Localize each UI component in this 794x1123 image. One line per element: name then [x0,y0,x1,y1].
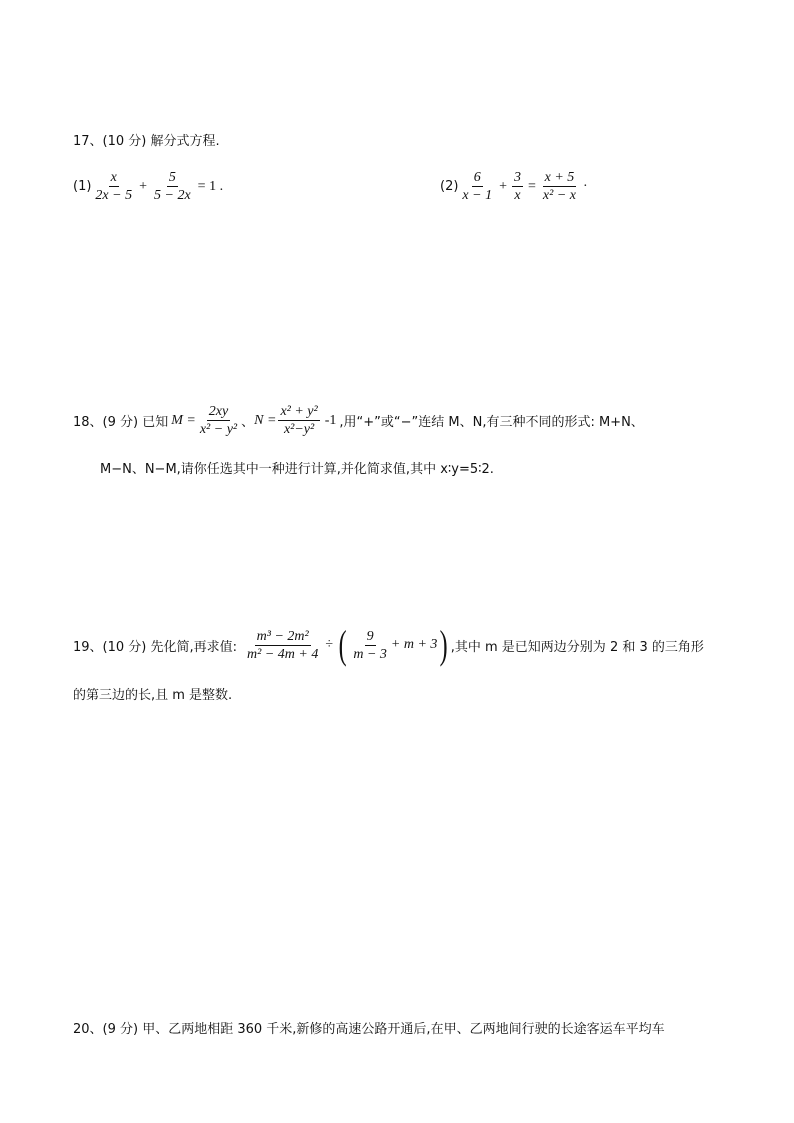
q17-part1-equation [73,170,226,203]
q19-inner-terms: + m + 3 [390,637,438,652]
q19-fraction-2 [351,629,389,662]
q18-separator: 、 [241,415,255,430]
fraction-numerator: m³ − 2m² [256,628,309,644]
fraction-numerator: 6 [473,170,481,185]
q20-line-1: 20、(9 分) 甲、乙两地相距 360 千米,新修的高速公路开通后,在甲、乙两地间行驶的长途客运车平均车 [73,1022,665,1037]
q18-n-fraction [278,404,319,437]
fraction-denominator: m² − 4m + 4 [247,646,319,662]
fraction-denominator: m − 3 [353,646,387,662]
q19-fraction-1 [245,629,320,662]
q17-part2-equation [440,170,591,203]
q17-part2-fraction-2 [512,170,523,203]
q19-line-2: 的第三边的长,且 m 是整数. [73,688,233,703]
equation-end: · [582,178,588,194]
q17-part1-label: (1) [73,179,92,194]
fraction-denominator: x [514,188,521,203]
fraction-denominator: x − 1 [462,188,493,203]
plus-sign: + [139,178,147,194]
q18-line-1 [73,404,644,437]
division-sign: ÷ [325,637,334,652]
fraction-denominator: x² − x [542,188,576,203]
fraction-numerator: x [110,170,117,185]
q18-m-equals: M = [171,412,196,428]
fraction-numerator: 3 [514,170,521,185]
fraction-numerator: 9 [366,628,374,644]
fraction-denominator: x²−y² [283,422,315,437]
fraction-numerator: x² + y² [280,404,318,419]
right-paren: ) [440,622,449,667]
q18-m-fraction [198,404,239,437]
q17-part1-fraction-2 [152,170,193,203]
fraction-denominator: x² − y² [199,422,238,437]
fraction-numerator: x + 5 [544,170,575,185]
q18-line-2: M−N、N−M,请你任选其中一种进行计算,并化简求值,其中 x∶y=5∶2. [100,462,494,477]
fraction-denominator: 2x − 5 [95,188,133,203]
fraction-numerator: 2xy [208,404,229,419]
q19-line-1 [73,622,704,667]
left-paren: ( [338,622,347,667]
equals-sign: = [528,178,536,194]
fraction-denominator: 5 − 2x [154,188,191,203]
q18-text-1: ,用“+”或“−”连结 M、N,有三种不同的形式: M+N、 [339,415,644,430]
equation-rhs: = 1 . [197,178,224,194]
q17-part2-fraction-1 [460,170,494,203]
fraction-numerator: 5 [168,170,176,185]
q17-heading: 17、(10 分) 解分式方程. [73,134,220,149]
q19-heading: 19、(10 分) 先化简,再求值: [73,639,238,655]
q17-part2-fraction-3 [541,170,578,203]
plus-sign: + [499,178,507,194]
q17-part1-fraction-1 [93,170,134,203]
q18-heading: 18、(9 分) 已知 [73,415,169,430]
q18-n-tail: -1 [324,412,337,428]
q17-part2-label: (2) [440,179,459,194]
q19-text-1: ,其中 m 是已知两边分别为 2 和 3 的三角形 [450,639,704,655]
q18-n-equals: N = [254,412,277,428]
